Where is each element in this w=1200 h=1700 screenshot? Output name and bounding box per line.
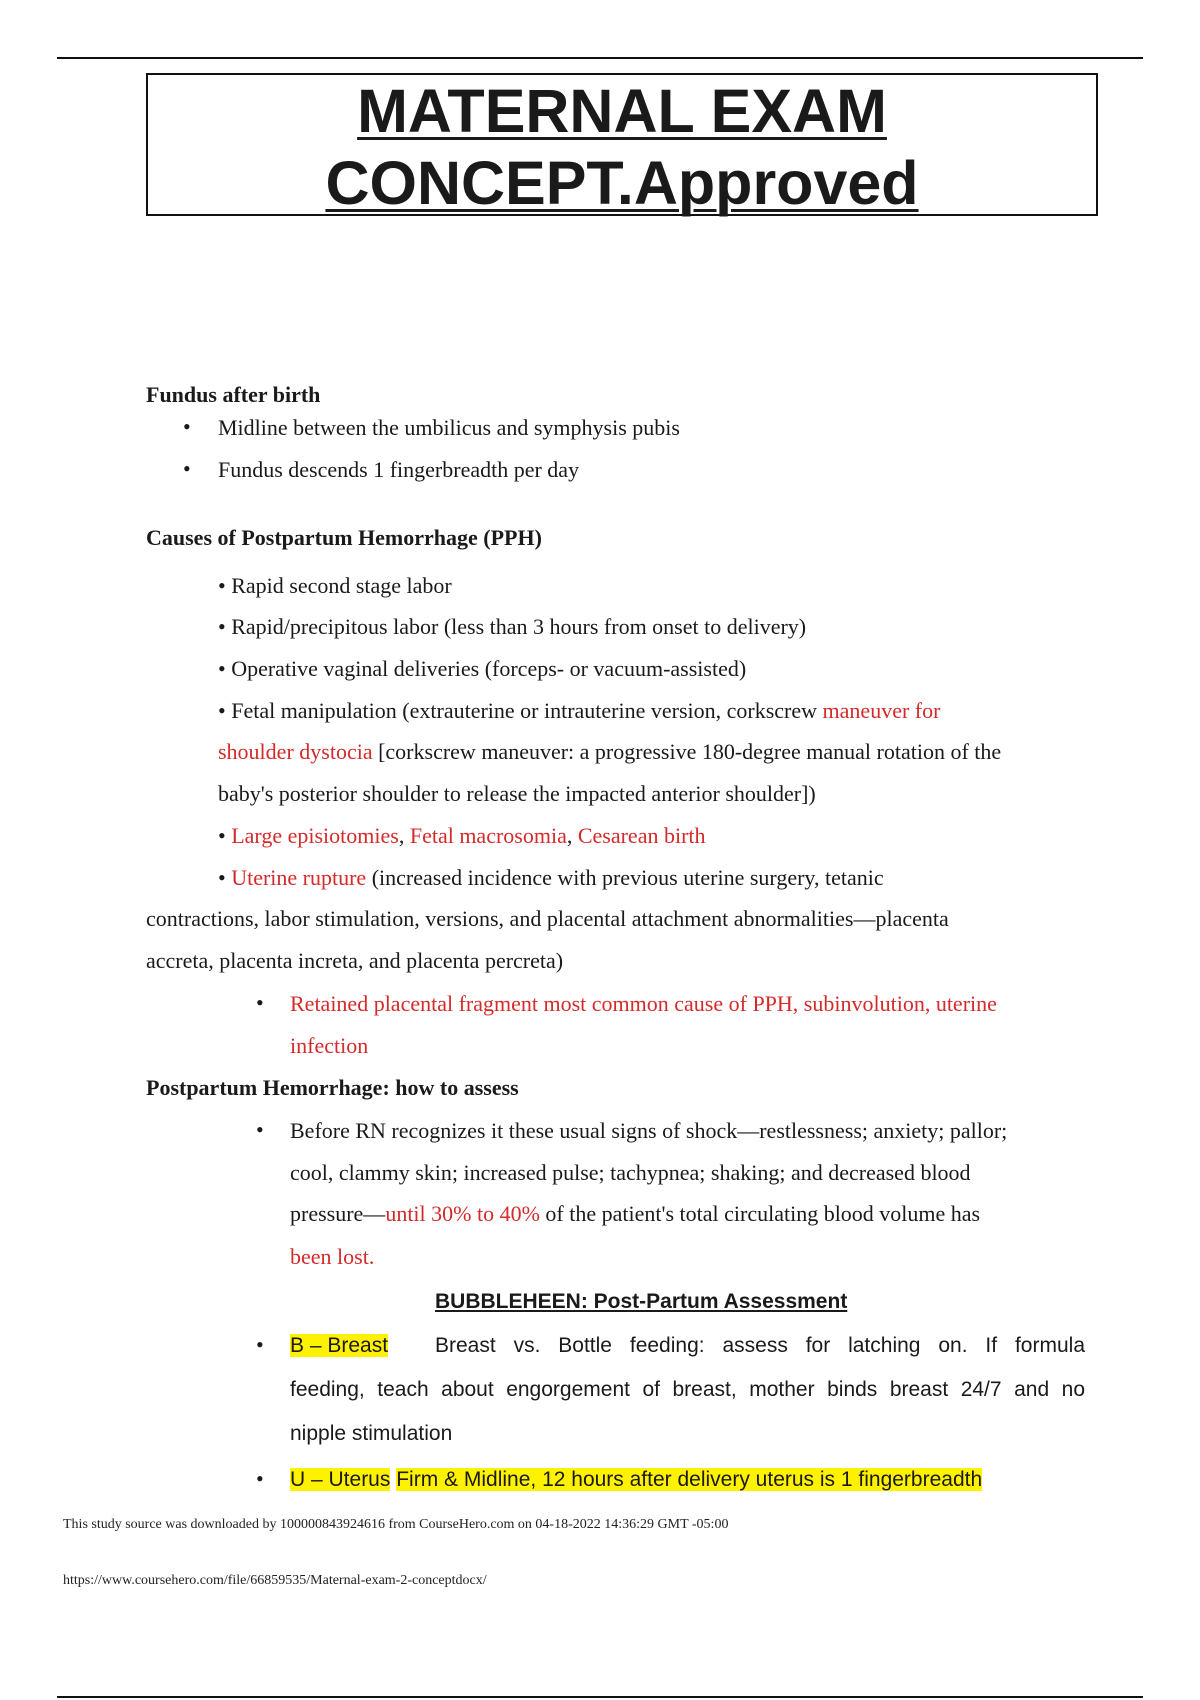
assess-line-3 bbox=[290, 1200, 980, 1228]
fundus-item-1: Midline between the umbilicus and symphysis pubis bbox=[218, 415, 680, 440]
uterus-label: U – Uterus bbox=[290, 1468, 391, 1491]
assess-text: pressure— bbox=[290, 1201, 386, 1226]
bullet-symbol: • bbox=[183, 414, 191, 439]
cause-text-red: Large episiotomies bbox=[231, 823, 399, 848]
separator: , bbox=[566, 823, 578, 848]
assess-line-4: been lost. bbox=[290, 1244, 375, 1269]
bubbleheen-heading: BUBBLEHEEN: Post-Partum Assessment bbox=[435, 1290, 848, 1313]
bullet-symbol: • bbox=[183, 456, 191, 481]
assess-line-1: Before RN recognizes it these usual signs of shock—restlessness; anxiety; pallor; bbox=[290, 1118, 1008, 1143]
cause-item-4-line-1 bbox=[218, 697, 940, 725]
assess-text-red: until 30% to 40% bbox=[385, 1201, 540, 1226]
source-notice: This study source was downloaded by 100000843924616 from CourseHero.com on 04-18-2022 14:36:29 GMT -05:00 bbox=[63, 1517, 729, 1532]
cause-item-1 bbox=[218, 572, 452, 600]
bottom-rule bbox=[57, 1696, 1143, 1698]
cause-item-7-line-2: infection bbox=[290, 1033, 369, 1058]
assess-heading: Postpartum Hemorrhage: how to assess bbox=[146, 1075, 519, 1100]
cause-text: Rapid/precipitous labor (less than 3 hours from onset to delivery) bbox=[231, 614, 807, 639]
breast-line-1: Breast vs. Bottle feeding: assess for latching on. If formula bbox=[435, 1334, 1085, 1357]
cause-text-red: Cesarean birth bbox=[577, 823, 706, 848]
bullet-symbol: • bbox=[218, 573, 226, 598]
cause-item-5 bbox=[218, 822, 706, 850]
breast-label bbox=[290, 1332, 388, 1360]
title-line-2: CONCEPT.Approved bbox=[325, 149, 919, 217]
source-url[interactable]: https://www.coursehero.com/file/66859535/Maternal-exam-2-conceptdocx/ bbox=[63, 1573, 487, 1588]
cause-item-4-line-3: baby's posterior shoulder to release the impacted anterior shoulder]) bbox=[218, 781, 816, 806]
cause-text-red: Uterine rupture bbox=[231, 865, 367, 890]
cause-text: [corkscrew maneuver: a progressive 180-degree manual rotation of the bbox=[372, 739, 1002, 764]
assess-text: of the patient's total circulating blood volume has bbox=[539, 1201, 981, 1226]
fundus-item-2: Fundus descends 1 fingerbreadth per day bbox=[218, 457, 580, 482]
title-box bbox=[146, 73, 1098, 216]
breast-label-text: B – Breast bbox=[290, 1334, 389, 1357]
bullet-symbol: • bbox=[218, 823, 226, 848]
bullet-symbol: • bbox=[218, 614, 226, 639]
cause-text-red: Fetal macrosomia bbox=[409, 823, 567, 848]
fundus-heading: Fundus after birth bbox=[146, 382, 321, 407]
assess-line-2: cool, clammy skin; increased pulse; tachypnea; shaking; and decreased blood bbox=[290, 1160, 971, 1185]
cause-item-7-line-1: Retained placental fragment most common cause of PPH, subinvolution, uterine bbox=[290, 991, 997, 1016]
title-line-1: MATERNAL EXAM bbox=[357, 77, 887, 145]
separator: , bbox=[398, 823, 410, 848]
top-rule bbox=[57, 57, 1143, 59]
bullet-symbol: • bbox=[218, 698, 226, 723]
cause-item-4-line-2 bbox=[218, 738, 1001, 766]
bullet-symbol: • bbox=[256, 1466, 264, 1491]
bullet-symbol: • bbox=[218, 865, 226, 890]
cause-item-6-line-3: accreta, placenta increta, and placenta percreta) bbox=[146, 948, 564, 973]
cause-text: Operative vaginal deliveries (forceps- or vacuum-assisted) bbox=[231, 656, 747, 681]
cause-text-red: shoulder dystocia bbox=[218, 739, 373, 764]
breast-line-3: nipple stimulation bbox=[290, 1422, 453, 1445]
uterus-text: Firm & Midline, 12 hours after delivery uterus is 1 fingerbreadth bbox=[396, 1468, 983, 1491]
cause-text: (increased incidence with previous uterine surgery, tetanic bbox=[366, 865, 884, 890]
causes-heading: Causes of Postpartum Hemorrhage (PPH) bbox=[146, 525, 542, 550]
bullet-symbol: • bbox=[256, 1332, 264, 1357]
cause-text: Rapid second stage labor bbox=[231, 573, 452, 598]
cause-item-3 bbox=[218, 655, 746, 683]
cause-text-red: maneuver for bbox=[822, 698, 941, 723]
bullet-symbol: • bbox=[256, 1117, 264, 1142]
cause-item-6-line-2: contractions, labor stimulation, versions, and placental attachment abnormalities—placenta bbox=[146, 906, 949, 931]
breast-line-2: feeding, teach about engorgement of breast, mother binds breast 24/7 and no bbox=[290, 1378, 1085, 1401]
bullet-symbol: • bbox=[218, 656, 226, 681]
uterus-line bbox=[290, 1466, 982, 1494]
cause-text: Fetal manipulation (extrauterine or intrauterine version, corkscrew bbox=[231, 698, 823, 723]
bullet-symbol: • bbox=[256, 990, 264, 1015]
cause-item-6-line-1 bbox=[218, 864, 884, 892]
cause-item-2 bbox=[218, 613, 806, 641]
